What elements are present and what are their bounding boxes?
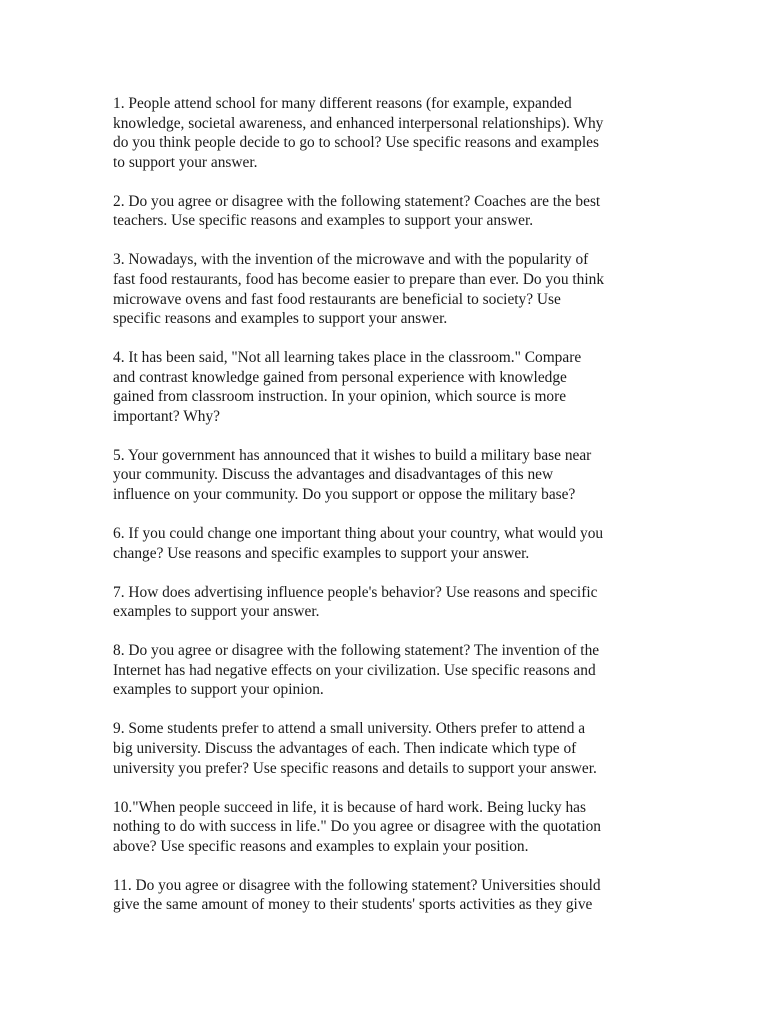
question-10 [113, 798, 658, 857]
text-line: gained from classroom instruction. In your opinion, which source is more [113, 388, 567, 406]
text-line: microwave ovens and fast food restaurants are beneficial to society? Use [113, 290, 561, 308]
text-line: above? Use specific reasons and examples to explain your position. [113, 837, 529, 855]
text-line: and contrast knowledge gained from personal experience with knowledge [113, 368, 567, 386]
text-line: 2. Do you agree or disagree with the following statement? Coaches are the best [113, 192, 601, 210]
question-2 [113, 192, 658, 231]
question-3 [113, 250, 658, 328]
question-4 [113, 348, 658, 426]
text-line: your community. Discuss the advantages and disadvantages of this new [113, 466, 554, 484]
text-line: 3. Nowadays, with the invention of the microwave and with the popularity of [113, 251, 589, 269]
text-line: 5. Your government has announced that it wishes to build a military base near [113, 446, 592, 464]
question-5 [113, 446, 658, 505]
text-line: examples to support your answer. [113, 603, 320, 621]
question-11 [113, 876, 658, 915]
text-line: influence on your community. Do you support or oppose the military base? [113, 486, 576, 504]
question-9 [113, 719, 658, 778]
text-line: 10."When people succeed in life, it is because of hard work. Being lucky has [113, 798, 586, 816]
text-line: university you prefer? Use specific reasons and details to support your answer. [113, 759, 597, 777]
text-line: 8. Do you agree or disagree with the following statement? The invention of the [113, 642, 600, 660]
text-line: to support your answer. [113, 153, 258, 171]
question-7 [113, 583, 658, 622]
text-line: 9. Some students prefer to attend a small university. Others prefer to attend a [113, 720, 586, 738]
text-line: big university. Discuss the advantages of each. Then indicate which type of [113, 739, 577, 757]
text-line: 11. Do you agree or disagree with the following statement? Universities should [113, 876, 601, 894]
text-line: examples to support your opinion. [113, 681, 324, 699]
text-line: 4. It has been said, "Not all learning takes place in the classroom." Compare [113, 349, 582, 367]
question-6 [113, 524, 658, 563]
text-line: 7. How does advertising influence people's behavior? Use reasons and specific [113, 583, 598, 601]
text-line: nothing to do with success in life." Do you agree or disagree with the quotation [113, 818, 601, 836]
text-line: fast food restaurants, food has become easier to prepare than ever. Do you think [113, 270, 605, 288]
text-line: important? Why? [113, 407, 220, 425]
question-8 [113, 641, 658, 700]
text-line: 1. People attend school for many different reasons (for example, expanded [113, 95, 572, 112]
question-list [113, 94, 658, 934]
text-line: knowledge, societal awareness, and enhanced interpersonal relationships). Why [113, 114, 604, 132]
text-line: 6. If you could change one important thing about your country, what would you [113, 525, 604, 543]
text-line: change? Use reasons and specific examples to support your answer. [113, 544, 530, 562]
text-line: give the same amount of money to their students' sports activities as they give [113, 896, 593, 914]
text-line: teachers. Use specific reasons and examples to support your answer. [113, 212, 534, 230]
question-1 [113, 94, 658, 172]
text-line: do you think people decide to go to school? Use specific reasons and examples [113, 134, 599, 152]
text-line: Internet has had negative effects on your civilization. Use specific reasons and [113, 661, 596, 679]
text-line: specific reasons and examples to support your answer. [113, 310, 448, 328]
